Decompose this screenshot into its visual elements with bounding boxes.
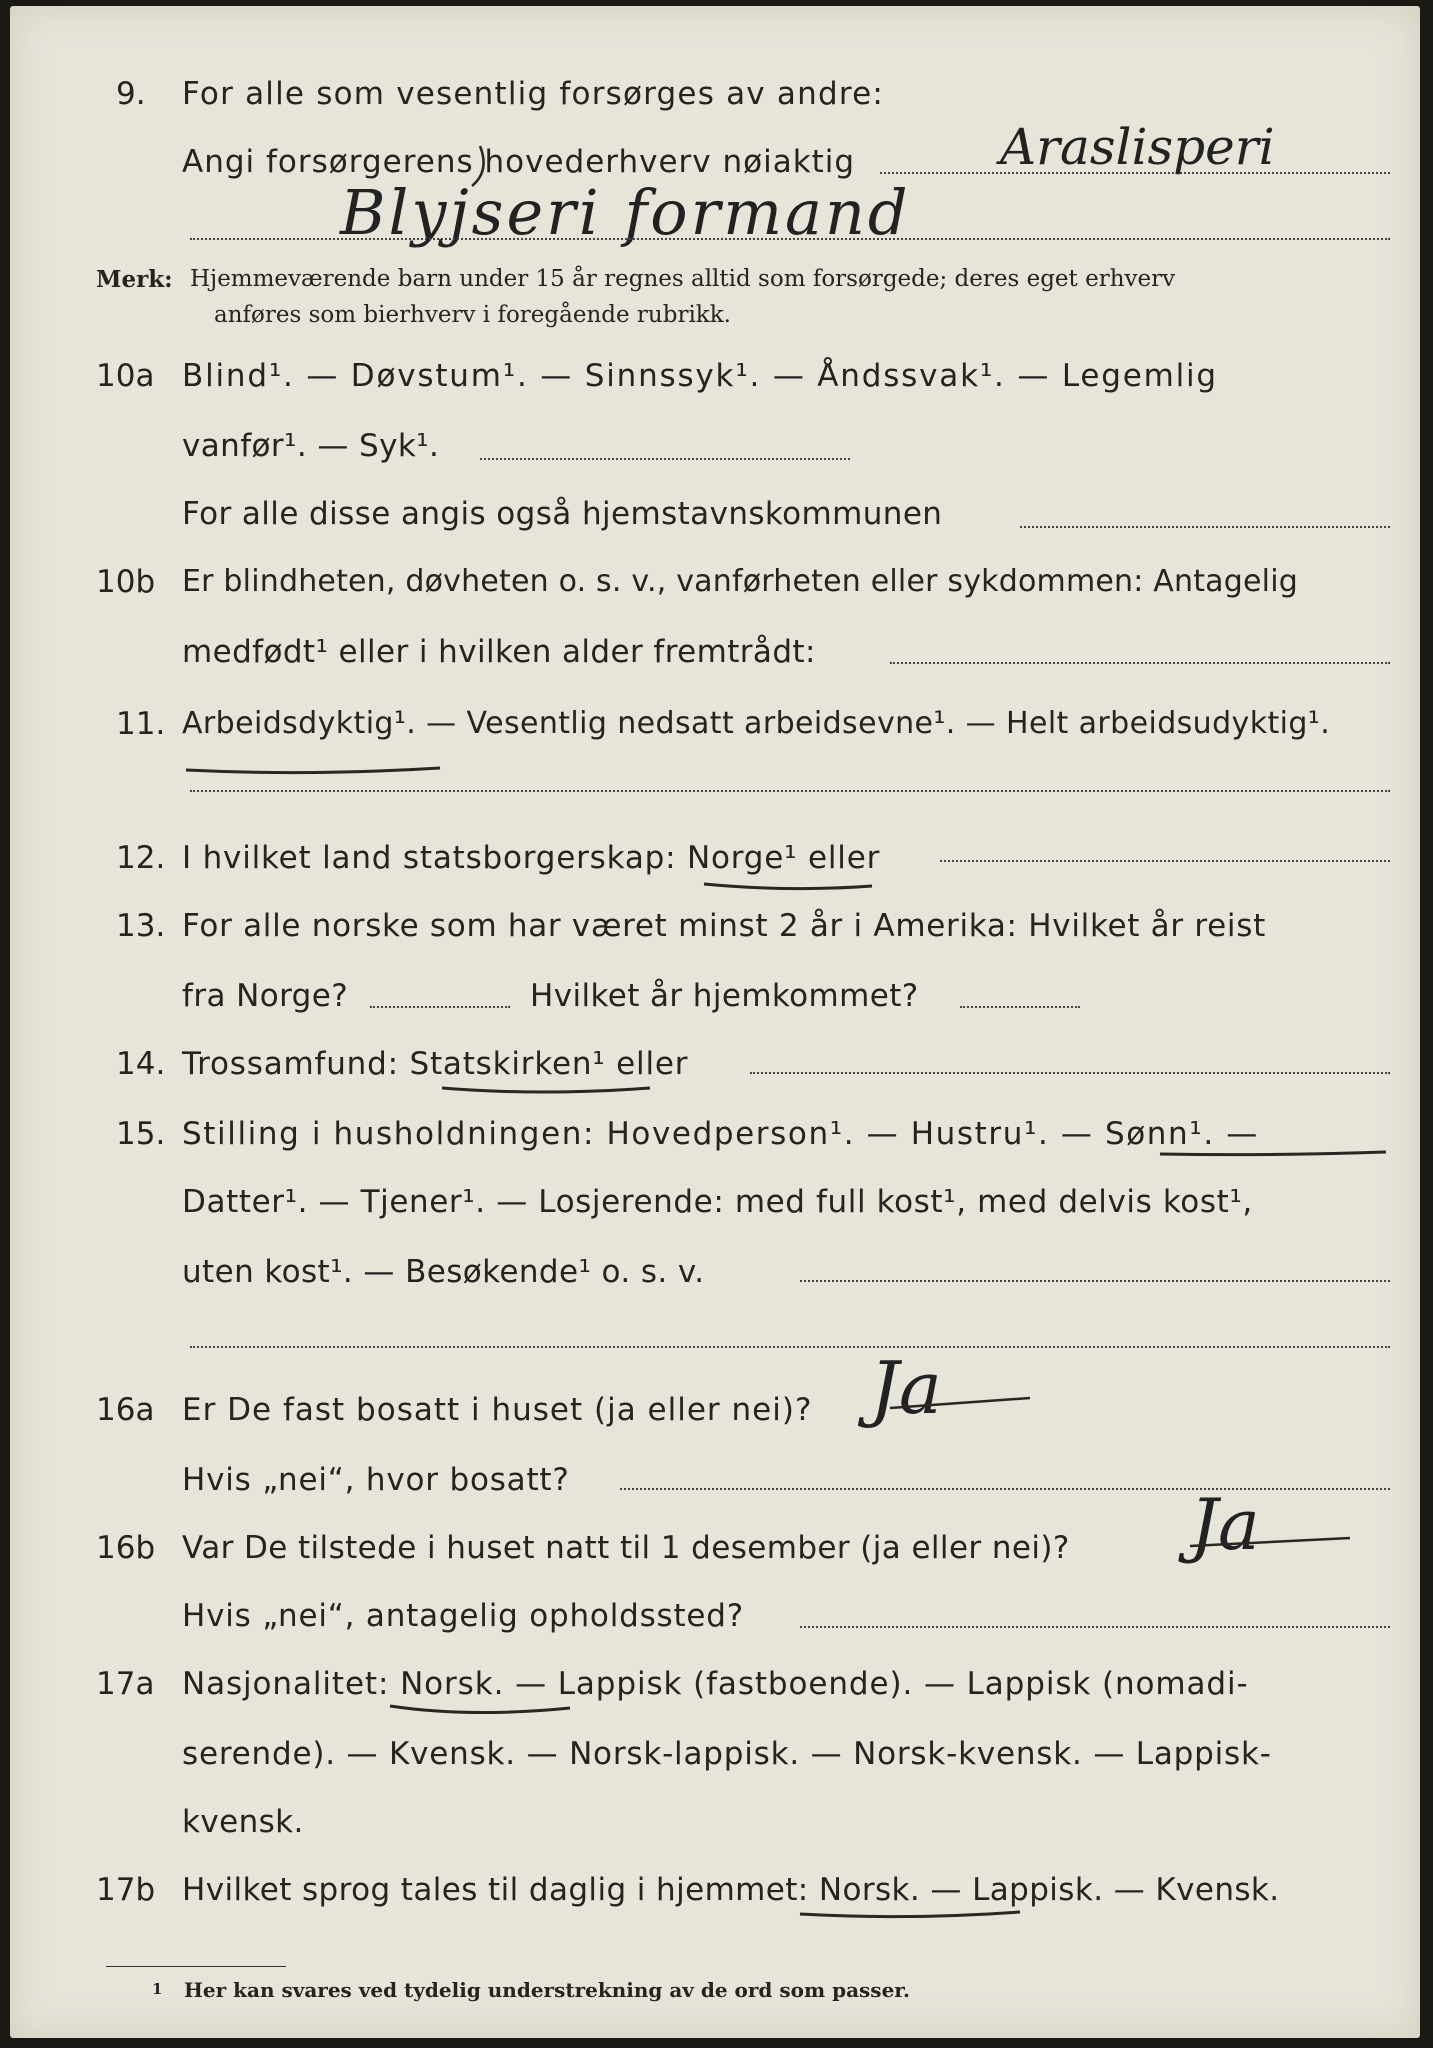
question-number: 17b <box>96 1872 156 1908</box>
question-number: 16b <box>96 1530 156 1566</box>
answer-line <box>890 662 1390 664</box>
question-text: Er blindheten, døvheten o. s. v., vanførheten eller sykdommen: Antagelig <box>182 564 1298 599</box>
question-number: 9. <box>116 76 146 112</box>
question-number: 13. <box>116 908 166 944</box>
footnote-rule <box>106 1966 286 1967</box>
question-text: Hvilket år hjemkommet? <box>530 978 919 1014</box>
question-text: Er De fast bosatt i huset (ja eller nei)? <box>182 1392 813 1428</box>
question-text: Trossamfund: Statskirken¹ eller <box>182 1046 689 1082</box>
question-number: 15. <box>116 1116 166 1152</box>
answer-line <box>190 790 1390 792</box>
question-text: Nasjonalitet: Norsk. — Lappisk (fastboende). — Lappisk (nomadi- <box>182 1666 1249 1702</box>
question-text: I hvilket land statsborgerskap: Norge¹ eller <box>182 840 881 876</box>
footnote-text: Her kan svares ved tydelig understrekning av de ord som passer. <box>184 1978 910 2002</box>
answer-line <box>480 458 850 460</box>
question-text: Stilling i husholdningen: Hovedperson¹. — Hustru¹. — Sønn¹. — <box>182 1116 1259 1152</box>
question-text: fra Norge? <box>182 978 349 1014</box>
census-form-page <box>10 6 1420 2038</box>
question-text: Arbeidsdyktig¹. — Vesentlig nedsatt arbeidsevne¹. — Helt arbeidsudyktig¹. <box>182 706 1331 741</box>
question-number: 10b <box>96 564 156 600</box>
question-text: For alle disse angis også hjemstavnskommunen <box>182 496 943 532</box>
note-text: anføres som bierhverv i foregående rubrikk. <box>214 302 731 328</box>
question-number: 12. <box>116 840 166 876</box>
question-text: uten kost¹. — Besøkende¹ o. s. v. <box>182 1254 705 1290</box>
handwritten-answer: Ja <box>870 1346 942 1430</box>
question-text: Datter¹. — Tjener¹. — Losjerende: med full kost¹, med delvis kost¹, <box>182 1184 1253 1220</box>
question-text: Hvis „nei“, hvor bosatt? <box>182 1462 570 1498</box>
answer-line <box>800 1280 1390 1282</box>
question-text: For alle norske som har været minst 2 år i Amerika: Hvilket år reist <box>182 908 1266 944</box>
note-label: Merk: <box>96 266 173 293</box>
question-text: serende). — Kvensk. — Norsk-lappisk. — Norsk-kvensk. — Lappisk- <box>182 1736 1272 1772</box>
question-text: Hvis „nei“, antagelig opholdssted? <box>182 1598 745 1634</box>
question-text: Blind¹. — Døvstum¹. — Sinnssyk¹. — Åndssvak¹. — Legemlig <box>182 358 1218 394</box>
note-text: Hjemmeværende barn under 15 år regnes alltid som forsørgede; deres eget erhverv <box>190 266 1176 292</box>
answer-line <box>960 1006 1080 1008</box>
question-text: kvensk. <box>182 1804 304 1840</box>
answer-line <box>1020 526 1390 528</box>
handwritten-answer: Araslisperi <box>1000 118 1275 176</box>
question-text: Hvilket sprog tales til daglig i hjemmet: Norsk. — Lappisk. — Kvensk. <box>182 1872 1280 1908</box>
answer-line <box>620 1488 1390 1490</box>
answer-line <box>370 1006 510 1008</box>
question-text: Var De tilstede i huset natt til 1 desember (ja eller nei)? <box>182 1530 1070 1566</box>
answer-line <box>190 238 1390 240</box>
answer-line <box>190 1346 1390 1348</box>
question-number: 14. <box>116 1046 166 1082</box>
question-number: 11. <box>116 706 166 742</box>
handwritten-answer: Ja <box>1190 1484 1260 1566</box>
question-text: Angi forsørgerens hovederhverv nøiaktig <box>182 144 856 180</box>
answer-line <box>750 1072 1390 1074</box>
question-text: For alle som vesentlig forsørges av andre: <box>182 76 885 112</box>
question-number: 16a <box>96 1392 155 1428</box>
question-text: medfødt¹ eller i hvilken alder fremtrådt: <box>182 634 816 670</box>
answer-line <box>940 860 1390 862</box>
footnote-mark: 1 <box>152 1980 163 1998</box>
question-number: 10a <box>96 358 155 394</box>
answer-line <box>800 1626 1390 1628</box>
question-number: 17a <box>96 1666 155 1702</box>
question-text: vanfør¹. — Syk¹. <box>182 428 440 464</box>
handwritten-answer: Blyjseri formand <box>340 176 911 249</box>
